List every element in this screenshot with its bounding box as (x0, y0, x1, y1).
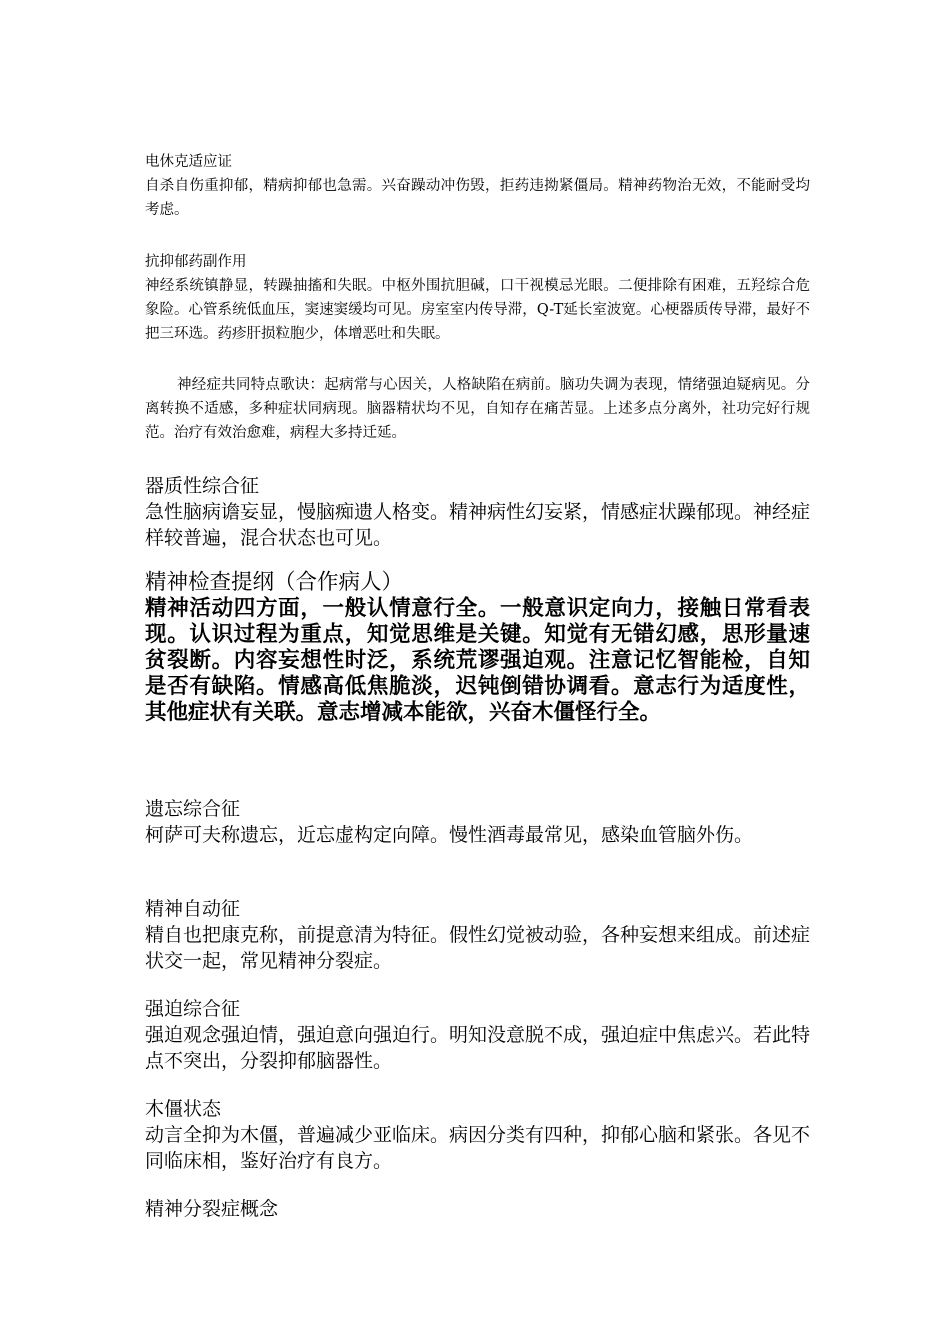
section-mental-exam-outline (145, 570, 810, 726)
section-body: 急性脑病谵妄显，慢脑痴遗人格变。精神病性幻妄紧，情感症状躁郁现。神经症样较普遍，混合状态也可见。 (145, 501, 811, 549)
section-obsessive-syndrome (145, 996, 810, 1074)
section-body: 精自也把康克称，前提意清为特征。假性幻觉被动验，各种妄想来组成。前述症状交一起，常见精神分裂症。 (145, 924, 811, 972)
section-heading: 木僵状态 (145, 1098, 222, 1120)
section-antidepressant-side-effects (145, 250, 810, 346)
section-heading: 电休克适应证 (145, 154, 232, 170)
section-heading: 抗抑郁药副作用 (145, 254, 247, 270)
section-heading: 遗忘综合征 (145, 798, 241, 820)
section-body: 自杀自伤重抑郁，精病抑郁也急需。兴奋躁动冲伤毁，拒药违拗紧僵局。精神药物治无效，不能耐受均考虑。 (145, 178, 810, 218)
section-stupor (145, 1096, 810, 1174)
section-body: 神经症共同特点歌诀：起病常与心因关，人格缺陷在病前。脑功失调为表现，情绪强迫疑病见。分离转换不适感，多种症状同病现。脑器精状均不见，自知存在痛苦显。上述多点分离外，社功完好行规范。治疗有效治愈难，病程大多持迁延。 (145, 377, 810, 441)
section-neurosis-mnemonic (145, 373, 810, 445)
section-heading: 精神检查提纲（合作病人） (145, 570, 404, 595)
section-heading: 器质性综合征 (145, 475, 260, 497)
section-body: 强迫观念强迫情，强迫意向强迫行。明知没意脱不成，强迫症中焦虑兴。若此特点不突出，分裂抑郁脑器性。 (145, 1024, 811, 1072)
section-body: 柯萨可夫称遗忘，近忘虚构定向障。慢性酒毒最常见，感染血管脑外伤。 (145, 824, 754, 846)
section-heading: 精神自动征 (145, 898, 241, 920)
section-mental-automatism (145, 896, 810, 974)
section-heading: 精神分裂症概念 (145, 1198, 279, 1220)
section-body: 动言全抑为木僵，普遍减少亚临床。病因分类有四种，抑郁心脑和紧张。各见不同临床相，鉴好治疗有良方。 (145, 1124, 811, 1172)
section-ect-indications (145, 150, 810, 222)
section-heading: 强迫综合征 (145, 998, 241, 1020)
section-body: 精神活动四方面，一般认情意行全。一般意识定向力，接触日常看表现。认识过程为重点，知觉思维是关键。知觉有无错幻感，思形量速贫裂断。内容妄想性时泛，系统荒谬强迫观。注意记忆智能检，自知是否有缺陷。情感高低焦脆淡，迟钝倒错协调看。意志行为适度性，其他症状有关联。意志增减本能欲，兴奋木僵怪行全。 (145, 596, 810, 725)
section-amnestic-syndrome (145, 796, 810, 848)
section-body: 神经系统镇静显，转躁抽搐和失眠。中枢外围抗胆碱，口干视模忌光眼。二便排除有困难，五羟综合危象险。心管系统低血压，窦速窦缓均可见。房室室内传导滞，Q-T延长室波宽。心梗器质传导滞，最好不把三环选。药疹肝损粒胞少，体增恶吐和失眠。 (145, 278, 810, 342)
section-organic-syndrome (145, 473, 810, 551)
section-schizophrenia-concept (145, 1196, 810, 1222)
